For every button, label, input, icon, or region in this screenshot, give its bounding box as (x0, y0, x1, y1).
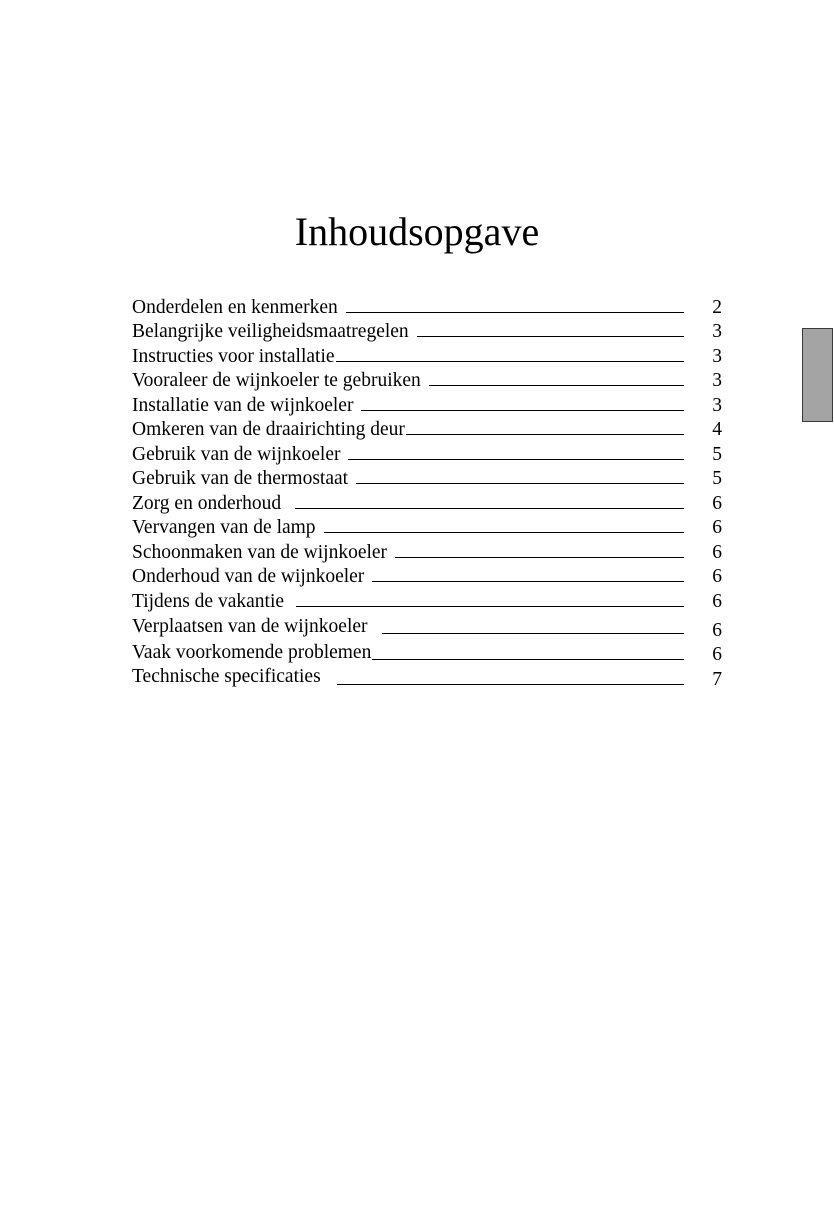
page-title: Inhoudsopgave (294, 209, 540, 254)
toc-entry-page: 4 (712, 419, 722, 440)
toc-leader-line (295, 508, 684, 509)
toc-entry-page: 7 (712, 668, 722, 690)
toc-entry-label: Instructies voor installatie (132, 345, 335, 367)
toc-entry-page: 6 (712, 492, 722, 514)
toc-entry (132, 515, 722, 540)
toc-leader-line (417, 336, 684, 337)
toc-leader-line (406, 434, 684, 435)
toc-entry (132, 490, 722, 515)
toc-leader-line (372, 659, 684, 660)
toc-entry (132, 368, 722, 393)
toc-entry-page: 2 (712, 296, 722, 318)
toc-leader-line (296, 606, 684, 607)
toc-leader-line (372, 581, 684, 582)
table-of-contents (132, 294, 722, 691)
toc-entry-page: 3 (712, 345, 722, 367)
toc-entry (132, 441, 722, 466)
toc-entry-label: Onderhoud van de wijnkoeler (132, 566, 365, 587)
toc-entry-label: Technische specificaties (132, 665, 321, 687)
toc-leader-line (361, 410, 684, 411)
toc-entry-label: Onderdelen en kenmerken (132, 296, 338, 318)
toc-entry-label: Vervangen van de lamp (132, 517, 316, 538)
toc-entry (132, 539, 722, 564)
toc-entry-page: 5 (712, 468, 722, 489)
toc-entry (132, 564, 722, 589)
toc-entry-label: Vaak voorkomende problemen (132, 642, 372, 663)
toc-entry (132, 319, 722, 344)
toc-leader-line (337, 684, 684, 685)
toc-entry-label: Omkeren van de draairichting deur (132, 419, 405, 440)
toc-entry-label: Vooraleer de wijnkoeler te gebruiken (132, 370, 421, 391)
toc-entry-label: Belangrijke veiligheidsmaatregelen (132, 321, 409, 342)
toc-entry-page: 6 (712, 590, 722, 612)
toc-entry-label: Gebruik van de wijnkoeler (132, 443, 341, 465)
toc-entry (132, 588, 722, 613)
toc-entry (132, 294, 722, 319)
toc-entry (132, 466, 722, 491)
toc-entry (132, 392, 722, 417)
toc-entry-label: Schoonmaken van de wijnkoeler (132, 541, 388, 563)
toc-entry-page: 6 (712, 619, 722, 641)
toc-leader-line (336, 361, 684, 362)
toc-entry-page: 6 (712, 517, 722, 538)
toc-entry-label: Tijdens de vakantie (132, 590, 285, 612)
toc-entry-page: 6 (712, 566, 722, 587)
toc-entry-label: Verplaatsen van de wijnkoeler (132, 615, 368, 637)
toc-entry (132, 642, 722, 667)
toc-leader-line (429, 385, 684, 386)
toc-entry-label: Installatie van de wijnkoeler (132, 394, 354, 416)
toc-leader-line (382, 633, 684, 634)
toc-entry-page: 3 (712, 370, 722, 391)
toc-entry-label: Zorg en onderhoud (132, 492, 282, 514)
toc-entry-label: Gebruik van de thermostaat (132, 468, 349, 489)
language-tab-marker (802, 328, 833, 422)
toc-entry-page: 5 (712, 443, 722, 465)
toc-entry (132, 613, 722, 642)
toc-entry (132, 666, 722, 691)
toc-entry (132, 417, 722, 442)
toc-entry (132, 343, 722, 368)
toc-entry-page: 3 (712, 321, 722, 342)
toc-leader-line (348, 459, 684, 460)
toc-entry-page: 6 (712, 541, 722, 563)
toc-entry-page: 3 (712, 394, 722, 416)
toc-leader-line (346, 312, 684, 313)
toc-leader-line (395, 557, 684, 558)
toc-leader-line (356, 483, 684, 484)
toc-entry-page: 6 (712, 644, 722, 665)
toc-leader-line (324, 532, 684, 533)
